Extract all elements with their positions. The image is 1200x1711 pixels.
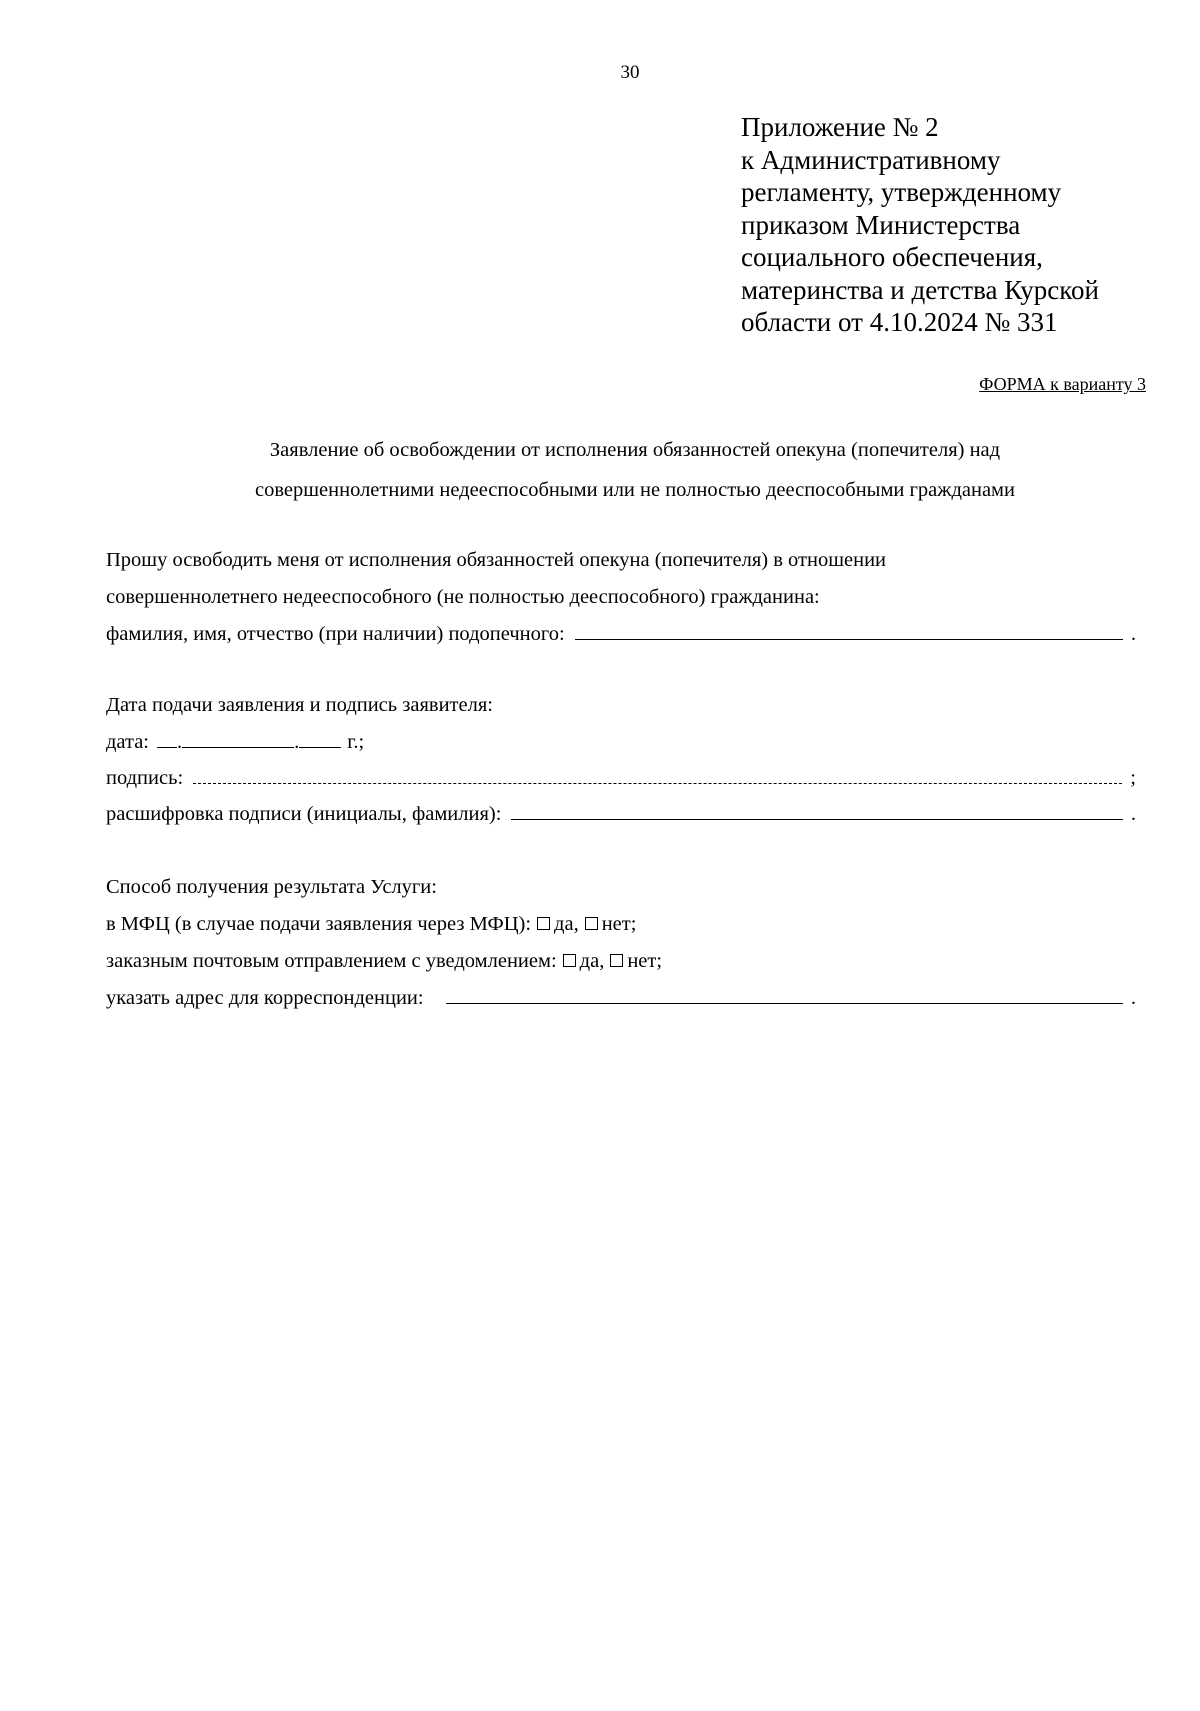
mfc-row <box>106 911 1136 937</box>
mail-row <box>106 948 1136 974</box>
mfc-yes-checkbox[interactable] <box>537 917 550 930</box>
submission-heading: Дата подачи заявления и подпись заявителя: <box>106 694 493 716</box>
appendix-block <box>741 111 1099 339</box>
appendix-line: приказом Министерства <box>741 209 1021 240</box>
date-label: дата: <box>106 731 150 753</box>
address-field[interactable] <box>446 985 1123 1004</box>
ward-name-row: фамилия, имя, отчество (при наличии) подопечного: . <box>106 623 1136 645</box>
mfc-label: в МФЦ (в случае подачи заявления через МФЦ): <box>106 913 532 935</box>
form-variant-label: ФОРМА к варианту 3 <box>979 374 1146 394</box>
mail-yes-checkbox[interactable] <box>563 954 576 967</box>
mfc-no-checkbox[interactable] <box>585 917 598 930</box>
signature-label: подпись: <box>106 767 184 789</box>
mail-yes-label: да, <box>579 950 605 972</box>
signature-row: подпись: ; <box>106 767 1136 789</box>
request-line-1: Прошу освободить меня от исполнения обязанностей опекуна (попечителя) в отношении <box>106 549 887 571</box>
signature-decode-row: расшифровка подписи (инициалы, фамилия): . <box>106 803 1136 825</box>
appendix-line: Приложение № 2 <box>741 112 939 142</box>
address-label: указать адрес для корреспонденции: <box>106 987 424 1009</box>
date-month-field[interactable] <box>182 729 294 748</box>
request-line-2: совершеннолетнего недееспособного (не полностью дееспособного) гражданина: <box>106 586 820 608</box>
mfc-yes-label: да, <box>554 913 579 935</box>
appendix-line: к Административному <box>741 144 1001 175</box>
document-title <box>0 430 1200 510</box>
address-row: указать адрес для корреспонденции: . <box>106 987 1136 1009</box>
title-line-1: Заявление об освобождении от исполнения обязанностей опекуна (попечителя) над <box>269 439 1001 461</box>
date-row: дата: . . г.; <box>106 731 365 753</box>
ward-name-label: фамилия, имя, отчество (при наличии) подопечного: <box>106 623 565 645</box>
date-day-field[interactable] <box>157 729 177 748</box>
appendix-line: регламенту, утвержденному <box>741 177 1062 207</box>
date-year-field[interactable] <box>299 729 341 748</box>
result-heading: Способ получения результата Услуги: <box>106 876 437 898</box>
mfc-no-label: нет; <box>601 913 637 935</box>
signature-decode-field[interactable] <box>511 801 1122 820</box>
page-number: 30 <box>620 62 640 83</box>
ward-name-field[interactable] <box>575 621 1123 640</box>
mail-no-label: нет; <box>627 950 663 972</box>
appendix-line: материнства и детства Курской <box>741 274 1099 305</box>
appendix-line: области от 4.10.2024 № 331 <box>741 307 1058 337</box>
title-line-2: совершеннолетними недееспособными или не полностью дееспособными гражданами <box>255 479 1015 501</box>
signature-decode-label: расшифровка подписи (инициалы, фамилия): <box>106 803 502 825</box>
mail-no-checkbox[interactable] <box>610 954 623 967</box>
mail-label: заказным почтовым отправлением с уведомлением: <box>106 950 557 972</box>
signature-field[interactable] <box>193 765 1122 784</box>
appendix-line: социального обеспечения, <box>741 242 1043 272</box>
